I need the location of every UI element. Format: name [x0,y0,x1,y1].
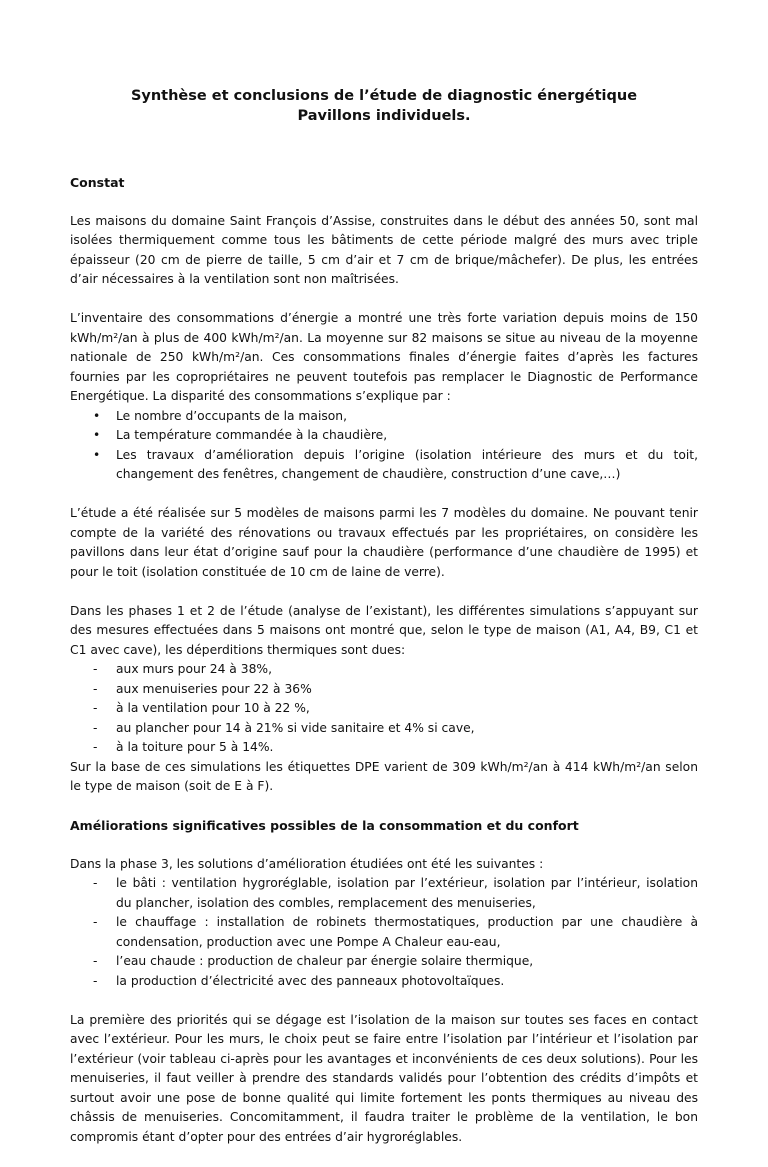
paragraph: Dans la phase 3, les solutions d’amélioration étudiées ont été les suivantes : [70,856,544,871]
list-item: • Les travaux d’amélioration depuis l’origine (isolation intérieure des murs et du toit, changement des fenêtres, changement de chaudière, construction d’une cave,…) [93,447,698,481]
paragraph: Dans les phases 1 et 2 de l’étude (analyse de l’existant), les différentes simulations s’appuyant sur des mesures effectuées dans 5 maisons ont montré que, selon le type de maison (A1, A4, B9, C1 et C1 avec cave), les déperditions thermiques sont dues: [70,603,698,657]
list-item: - au plancher pour 14 à 21% si vide sanitaire et 4% si cave, [93,720,475,735]
paragraph: La première des priorités qui se dégage est l’isolation de la maison sur toutes ses faces en contact avec l’extérieur. Pour les murs, le choix peut se faire entre l’isolation par l’intérieur et l’isolation par l’extérieur (voir tableau ci-après pour les avantages et inconvénients de ces deux solutions). Pour les menuiseries, il faut veiller à prendre des standards validés pour l’obtention des crédits d’impôts et surtout avoir une pose de bonne qualité qui limite fortement les ponts thermiques au niveau des châssis de menuiseries. Concomitamment, il faudra traiter le problème de la ventilation, le bon compromis étant d’opter pour des entrées d’air hygroréglables. [70,1012,698,1144]
list-item: • La température commandée à la chaudière, [93,428,388,442]
dash-list [70,874,698,991]
bullet-list [70,407,698,485]
list-item: - l’eau chaude : production de chaleur par énergie solaire thermique, [93,954,534,968]
list-item: - le chauffage : installation de robinets thermostatiques, production par une chaudière à condensation, production avec une Pompe A Chaleur eau-eau, [93,915,698,949]
paragraph: Les maisons du domaine Saint François d’Assise, construites dans le début des années 50, sont mal isolées thermiquement comme tous les bâtiments de cette période malgré des murs avec triple épaisseur (20 cm de pierre de taille, 5 cm d’air et 7 cm de brique/mâchefer). De plus, les entrées d’air nécessaires à la ventilation sont non maîtrisées. [70,213,698,286]
section-heading-ameliorations: Améliorations significatives possibles de la consommation et du confort [70,818,579,833]
list-item: - à la toiture pour 5 à 14%. [93,740,274,754]
paragraph: L’étude a été réalisée sur 5 modèles de maisons parmi les 7 modèles du domaine. Ne pouvant tenir compte de la variété des rénovations ou travaux effectués par les propriétaires, on considère les pavillons dans leur état d’origine sauf pour la chaudière (performance d’une chaudière de 1995) et pour le toit (isolation constituée de 10 cm de laine de verre). [70,506,698,579]
paragraph: Sur la base de ces simulations les étiquettes DPE varient de 309 kWh/m²/an à 414 kWh/m²/an selon le type de maison (soit de E à F). [70,759,698,793]
list-item: • Le nombre d’occupants de la maison, [93,408,347,423]
dash-list [70,660,698,758]
list-item: - aux murs pour 24 à 38%, [93,662,272,676]
document-title: Synthèse et conclusions de l’étude de diagnostic énergétique Pavillons individuels. [130,88,638,124]
list-item: - aux menuiseries pour 22 à 36% [93,681,312,696]
paragraph: L’inventaire des consommations d’énergie a montré une très forte variation depuis moins de 150 kWh/m²/an à plus de 400 kWh/m²/an. La moyenne sur 82 maisons se situe au niveau de la moyenne nationale de 250 kWh/m²/an. Ces consommations finales d’énergie faites d’après les factures fournies par les copropriétaires ne peuvent toutefois pas remplacer le Diagnostic de Performance Energétique. La disparité des consommations s’explique par : [70,311,698,403]
list-item: - à la ventilation pour 10 à 22 %, [93,701,310,715]
list-item: - la production d’électricité avec des panneaux photovoltaïques. [93,973,505,988]
document-page [70,86,698,1167]
section-heading-constat: Constat [70,175,125,190]
list-item: - le bâti : ventilation hygroréglable, isolation par l’extérieur, isolation par l’intérieur, isolation du plancher, isolation des combles, remplacement des menuiseries, [93,876,698,910]
